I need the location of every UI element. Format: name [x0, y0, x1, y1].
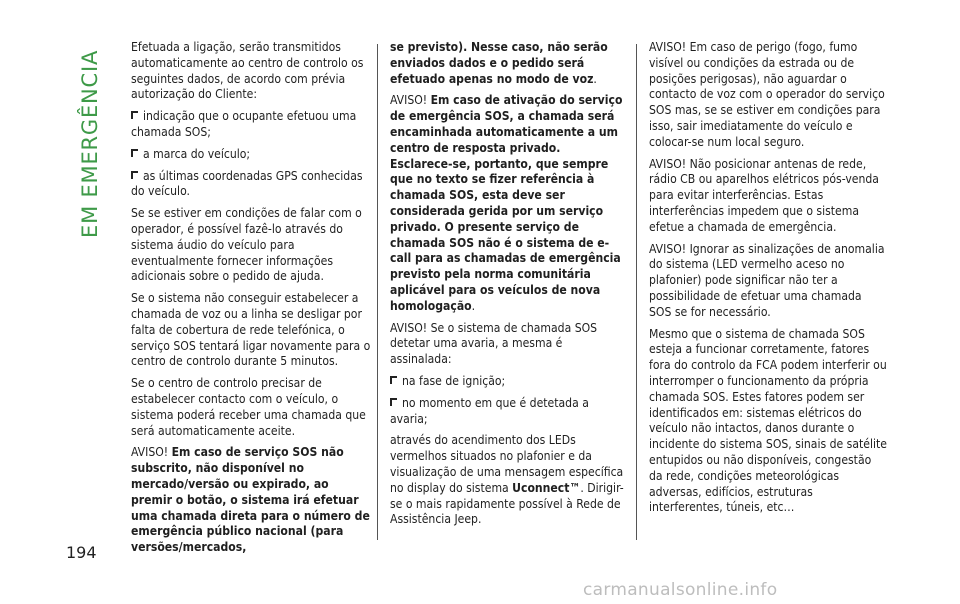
paragraph: Se o sistema não conseguir estabelecer a chamada de voz ou a linha se desligar por falta de cobertura de rede telefónica, o serviço SOS tentará ligar novamente para o centro de controlo durante 5 minutos. [131, 291, 371, 369]
paragraph: Efetuada a ligação, serão transmitidos automaticamente ao centro de controlo os seguintes dados, de acordo com prévia autorização do Cliente: [131, 40, 364, 102]
paragraph-end: . Dirigir-se o mais rapidamente possível à Rede de Assistência Jeep. [390, 480, 624, 527]
warning-text: Em caso de serviço SOS não subscrito, não disponível no mercado/versão ou expirado, ao premir o botão, o sistema irá efetuar uma chamada direta para o número de emergência público nacional (para versões/mercados, [131, 445, 370, 555]
warning-text: Em caso de ativação do serviço de emergência SOS, a chamada será encaminhada automaticamente a um centro de resposta privado. Esclarece-se, portanto, que sempre que no texto se fizer referência à chamada SOS, esta deve ser considerada gerida por um serviço privado. O presente serviço de chamada SOS não é o sistema de e-call para as chamadas de emergência previsto pela norma comunitária aplicável para os veículos de nova homologação [390, 93, 623, 313]
paragraph [390, 40, 625, 87]
bullet-icon [131, 171, 138, 179]
paragraph-end: . [471, 298, 476, 313]
paragraph-text: através do acendimento dos LEDs vermelhos situados no plafonier e da visualização de uma mensagem específica no display do sistema [390, 433, 624, 495]
paragraph-end: . [593, 71, 597, 86]
bullet-text: indicação que o ocupante efetuou uma chamada SOS; [131, 109, 357, 139]
bullet-icon [131, 111, 138, 119]
paragraph: Se o centro de controlo precisar de estabelecer contacto com o veículo, o sistema poderá receber uma chamada que será automaticamente aceite. [131, 376, 366, 438]
bullet-text: na fase de ignição; [402, 373, 506, 388]
warning-label: AVISO! [390, 93, 431, 108]
bullet-text: no momento em que é detetada a avaria; [390, 395, 589, 426]
bullet-item [131, 169, 371, 201]
column-divider [377, 44, 378, 540]
bullet-text: a marca do veículo; [143, 146, 251, 161]
warning-paragraph [390, 93, 625, 314]
warning-label: AVISO! [131, 445, 172, 460]
paragraph: Se se estiver em condições de falar com o operador, é possível fazê-lo através do sistema áudio do veículo para eventualmente fornecer informações adicionais sobre o pedido de ajuda. [131, 206, 362, 284]
page-number: 194 [66, 543, 97, 562]
paragraph: AVISO! Se o sistema de chamada SOS detetar uma avaria, a mesma é assinalada: [390, 320, 598, 367]
paragraph: Mesmo que o sistema de chamada SOS esteja a funcionar corretamente, fatores fora do controlo da FCA podem interferir ou interromper o funcionamento da própria chamada SOS. Estes fatores podem ser identificados em: sistemas elétricos do veículo não intactos, danos durante o incidente do sistema SOS, sinais de satélite entupidos ou não disponíveis, congestão da rede, condições meteorológicas adversas, edifícios, estruturas interferentes, túneis, etc… [649, 326, 887, 515]
paragraph: AVISO! Em caso de perigo (fogo, fumo visível ou condições da estrada ou de posições perigosas), não aguardar o contacto de voz com o operador do serviço SOS mas, se se estiver em condições para isso, sair imediatamente do veículo e colocar-se num local seguro. [649, 40, 885, 149]
section-title [50, 48, 130, 238]
bullet-item [131, 109, 371, 141]
bullet-icon [390, 376, 397, 384]
paragraph: AVISO! Não posicionar antenas de rede, rádio CB ou aparelhos elétricos pós-venda para evitar interferências. Estas interferências impedem que o sistema efetue a chamada de emergência. [649, 156, 879, 234]
text-column-3 [649, 40, 887, 522]
section-title-text: EM EMERGÊNCIA [78, 49, 102, 238]
bullet-item [131, 147, 371, 163]
bullet-item [390, 396, 625, 428]
bullet-icon [390, 398, 397, 406]
paragraph [390, 433, 625, 528]
text-column-1 [131, 40, 371, 562]
warning-paragraph [131, 445, 371, 556]
watermark: carmanualsonline.info [583, 580, 778, 600]
paragraph: AVISO! Ignorar as sinalizações de anomalia do sistema (LED vermelho aceso no plafonier) pode significar não ter a possibilidade de efetuar uma chamada SOS se for necessário. [649, 241, 885, 319]
brand-text: Uconnect™ [512, 480, 581, 495]
bullet-text: as últimas coordenadas GPS conhecidas do veículo. [131, 168, 363, 199]
column-divider [636, 44, 637, 540]
bullet-icon [131, 149, 138, 157]
text-column-2 [390, 40, 625, 534]
bullet-item [390, 374, 625, 390]
bold-text: se previsto). Nesse caso, não serão enviados dados e o pedido será efetuado apenas no modo de voz [390, 40, 608, 86]
